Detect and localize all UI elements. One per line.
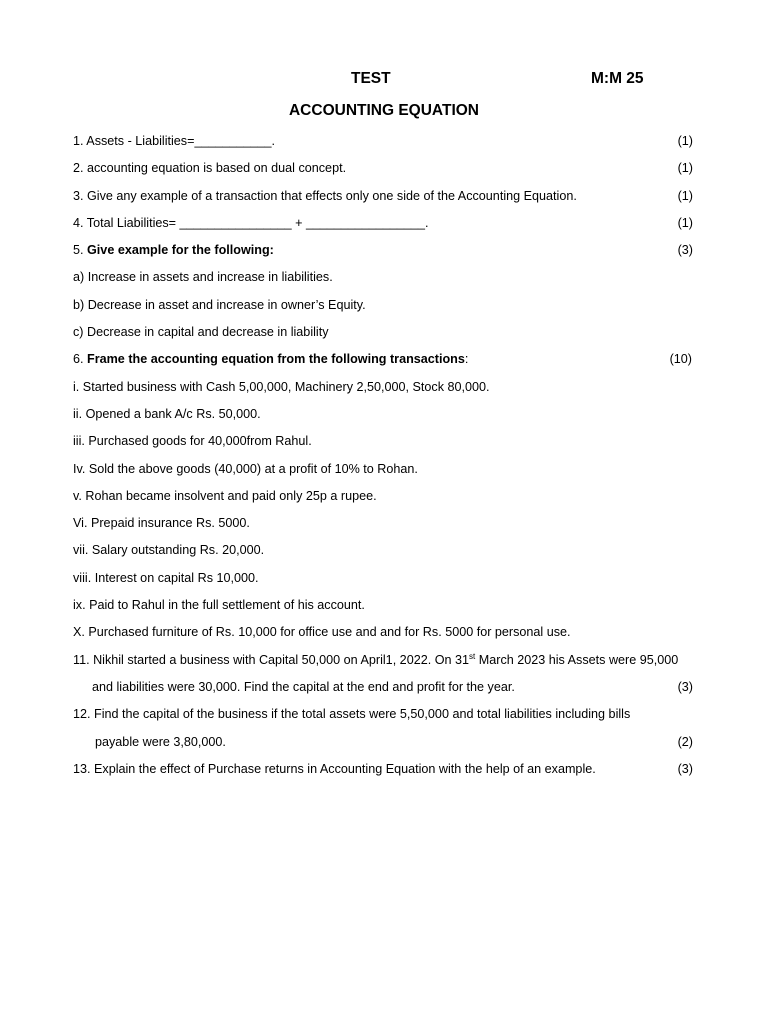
question-12 bbox=[73, 704, 693, 731]
transaction-viii bbox=[73, 568, 693, 595]
question-13 bbox=[73, 759, 693, 786]
question-3-text: 3. Give any example of a transaction that effects only one side of the Accounting Equation. bbox=[73, 188, 577, 203]
transaction-vi bbox=[73, 513, 693, 540]
question-11-continued bbox=[73, 677, 693, 704]
question-5-heading: Give example for the following: bbox=[87, 243, 274, 258]
question-2 bbox=[73, 158, 693, 185]
transaction-i bbox=[73, 377, 693, 404]
transaction-ii bbox=[73, 404, 693, 431]
transaction-x-text: X. Purchased furniture of Rs. 10,000 for office use and and for Rs. 5000 for personal use. bbox=[73, 625, 571, 640]
question-5b bbox=[73, 295, 693, 322]
question-5a bbox=[73, 267, 693, 294]
question-11-line1-end: March 2023 his Assets were 95,000 bbox=[475, 652, 679, 667]
transaction-iv-text: Iv. Sold the above goods (40,000) at a profit of 10% to Rohan. bbox=[73, 461, 418, 476]
question-12-marks: (2) bbox=[677, 734, 693, 749]
transaction-iii bbox=[73, 431, 693, 458]
question-4-marks: (1) bbox=[677, 215, 693, 230]
max-marks: M:M 25 bbox=[591, 70, 644, 87]
question-5c-text: c) Decrease in capital and decrease in liability bbox=[73, 325, 329, 340]
question-11-marks: (3) bbox=[677, 679, 693, 694]
question-11-line2: and liabilities were 30,000. Find the capital at the end and profit for the year. bbox=[92, 679, 515, 694]
question-5 bbox=[73, 240, 693, 267]
transaction-ii-text: ii. Opened a bank A/c Rs. 50,000. bbox=[73, 406, 261, 421]
transaction-iii-text: iii. Purchased goods for 40,000from Rahul. bbox=[73, 434, 312, 449]
question-1 bbox=[73, 131, 693, 158]
transaction-viii-text: viii. Interest on capital Rs 10,000. bbox=[73, 570, 259, 585]
question-6-colon: : bbox=[464, 352, 469, 367]
question-13-text: 13. Explain the effect of Purchase returns in Accounting Equation with the help of an example. bbox=[73, 761, 596, 776]
transaction-i-text: i. Started business with Cash 5,00,000, Machinery 2,50,000, Stock 80,000. bbox=[73, 379, 490, 394]
transaction-vii-text: vii. Salary outstanding Rs. 20,000. bbox=[73, 543, 265, 558]
question-4-text: 4. Total Liabilities= ________________ + _________________. bbox=[73, 215, 429, 230]
question-3-marks: (1) bbox=[677, 188, 693, 203]
transaction-v bbox=[73, 486, 693, 513]
question-5a-text: a) Increase in assets and increase in liabilities. bbox=[73, 270, 333, 285]
question-5b-text: b) Decrease in asset and increase in owner’s Equity. bbox=[73, 297, 366, 312]
question-5-number: 5. bbox=[73, 243, 88, 258]
question-4 bbox=[73, 213, 693, 240]
question-6-number: 6. bbox=[73, 352, 88, 367]
page-title: ACCOUNTING EQUATION bbox=[288, 102, 479, 119]
question-12-line2: payable were 3,80,000. bbox=[95, 734, 226, 749]
question-2-text: 2. accounting equation is based on dual concept. bbox=[73, 161, 347, 176]
transaction-ix-text: ix. Paid to Rahul in the full settlement of his account. bbox=[73, 598, 365, 613]
question-1-text: 1. Assets - Liabilities=___________. bbox=[73, 134, 275, 148]
question-6-marks: (10) bbox=[669, 352, 692, 367]
question-5-text bbox=[73, 243, 274, 257]
transaction-v-text: v. Rohan became insolvent and paid only 25p a rupee. bbox=[73, 488, 377, 503]
transaction-vi-text: Vi. Prepaid insurance Rs. 5000. bbox=[73, 516, 250, 531]
question-list bbox=[73, 131, 693, 786]
question-12-line1: 12. Find the capital of the business if the total assets were 5,50,000 and total liabilities including bills bbox=[73, 707, 631, 722]
question-5-marks: (3) bbox=[677, 243, 693, 258]
transaction-x bbox=[73, 622, 693, 649]
ordinal-suffix: st bbox=[469, 651, 476, 661]
question-12-continued bbox=[73, 732, 693, 759]
transaction-iv bbox=[73, 459, 693, 486]
question-3 bbox=[73, 186, 693, 213]
question-13-marks: (3) bbox=[677, 761, 693, 776]
question-6-heading: Frame the accounting equation from the following transactions bbox=[87, 352, 465, 367]
question-11-line1-start: 11. Nikhil started a business with Capital 50,000 on April1, 2022. On 31 bbox=[73, 652, 470, 667]
question-5c bbox=[73, 322, 693, 349]
question-11-line1 bbox=[73, 653, 678, 667]
question-2-marks: (1) bbox=[677, 161, 693, 176]
question-11 bbox=[73, 650, 693, 677]
transaction-vii bbox=[73, 540, 693, 567]
question-6 bbox=[73, 349, 693, 376]
question-1-marks: (1) bbox=[677, 134, 693, 148]
question-6-text bbox=[73, 352, 468, 366]
test-label: TEST bbox=[351, 70, 391, 87]
transaction-ix bbox=[73, 595, 693, 622]
